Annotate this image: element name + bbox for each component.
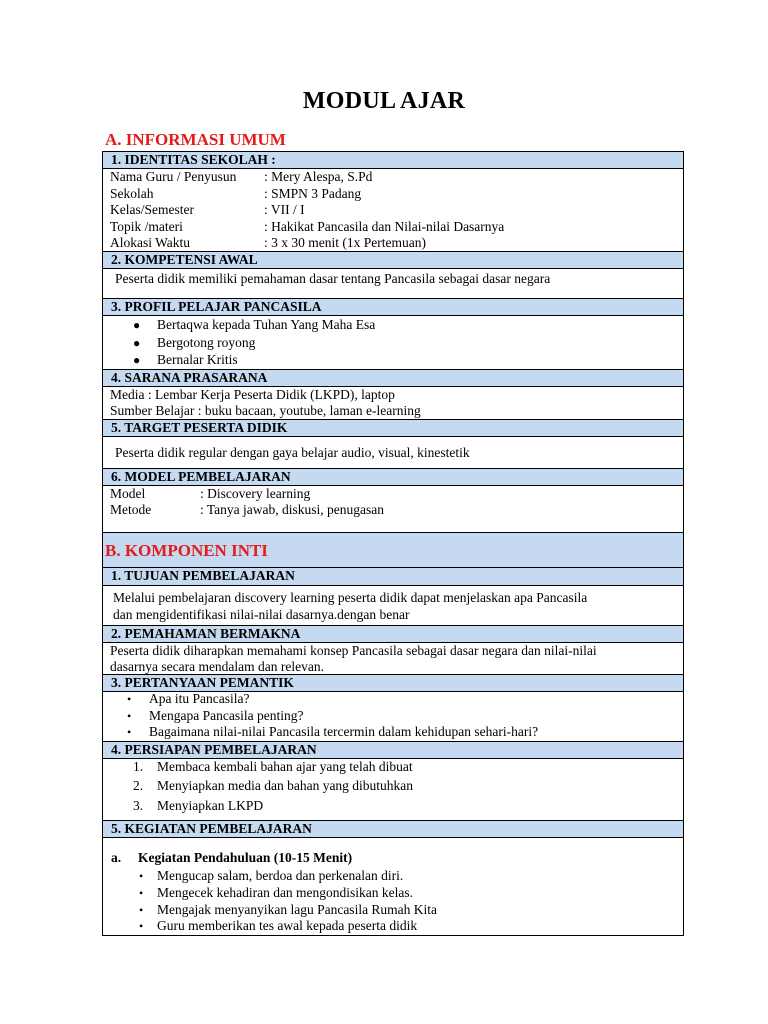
profil-item: Bergotong royong [157, 335, 256, 350]
document-title: MODUL AJAR [302, 88, 466, 114]
identitas-value: : VII / I [264, 202, 305, 217]
identitas-label: Topik /materi [110, 218, 183, 234]
sarana-line: Sumber Belajar : buku bacaan, youtube, laman e-learning [110, 403, 421, 418]
identitas-header: 1. IDENTITAS SEKOLAH : [103, 152, 683, 169]
persiapan-item: Membaca kembali bahan ajar yang telah dibuat [157, 759, 413, 774]
identitas-label: Nama Guru / Penyusun [110, 169, 237, 184]
kegiatan-item: Mengecek kehadiran dan mengondisikan kelas. [157, 885, 414, 900]
identitas-label: Alokasi Waktu [110, 235, 191, 250]
kegiatan-sub-title: Kegiatan Pendahuluan (10-15 Menit) [138, 850, 353, 865]
bullet-icon: • [139, 903, 144, 917]
section-a-heading: A. INFORMASI UMUM [105, 130, 286, 149]
bullet-icon: ● [133, 318, 141, 332]
komponen-inti-table [102, 567, 684, 936]
list-number: 1. [133, 759, 144, 774]
bullet-icon: • [127, 725, 132, 739]
model-header: 6. MODEL PEMBELAJARAN [103, 468, 683, 486]
list-number: 3. [133, 798, 144, 813]
kegiatan-sub-label: a. [111, 850, 122, 865]
pertanyaan-item: Bagaimana nilai-nilai Pancasila tercermin dalam kehidupan sehari-hari? [149, 724, 539, 739]
bullet-icon: ● [133, 336, 141, 350]
list-number: 2. [133, 778, 144, 793]
target-header: 5. TARGET PESERTA DIDIK [103, 419, 683, 437]
bullet-icon: • [127, 709, 132, 723]
tujuan-header: 1. TUJUAN PEMBELAJARAN [103, 568, 683, 586]
kegiatan-item: Mengucap salam, berdoa dan perkenalan diri. [157, 868, 404, 883]
target-text: Peserta didik regular dengan gaya belajar audio, visual, kinestetik [115, 445, 470, 460]
bullet-icon: • [127, 692, 132, 706]
model-label: Model [110, 486, 146, 501]
identitas-value: : SMPN 3 Padang [264, 185, 362, 201]
informasi-umum-table [102, 151, 684, 533]
sarana-line: Media : Lembar Kerja Peserta Didik (LKPD), laptop [110, 387, 395, 402]
bullet-icon: ● [133, 353, 141, 367]
section-b-heading: B. KOMPONEN INTI [105, 541, 268, 560]
pertanyaan-header: 3. PERTANYAAN PEMANTIK [103, 674, 683, 692]
tujuan-text: dan mengidentifikasi nilai-nilai dasarnya.dengan benar [113, 607, 410, 622]
persiapan-item: Menyiapkan LKPD [157, 798, 264, 813]
kegiatan-item: Mengajak menyanyikan lagu Pancasila Rumah Kita [157, 902, 438, 917]
kegiatan-item: Guru memberikan tes awal kepada peserta didik [157, 918, 418, 933]
bullet-icon: • [139, 869, 144, 883]
identitas-value: : Mery Alespa, S.Pd [264, 169, 373, 184]
model-value: : Tanya jawab, diskusi, penugasan [200, 502, 385, 517]
kompetensi-header: 2. KOMPETENSI AWAL [103, 251, 683, 269]
pertanyaan-item: Apa itu Pancasila? [149, 691, 250, 706]
persiapan-item: Menyiapkan media dan bahan yang dibutuhkan [157, 778, 414, 793]
pertanyaan-item: Mengapa Pancasila penting? [149, 708, 304, 723]
tujuan-text: Melalui pembelajaran discovery learning peserta didik dapat menjelaskan apa Pancasila [113, 590, 588, 605]
identitas-label: Sekolah [110, 185, 154, 201]
identitas-value: : Hakikat Pancasila dan Nilai-nilai Dasarnya [264, 218, 505, 234]
identitas-value: : 3 x 30 menit (1x Pertemuan) [264, 235, 426, 250]
profil-item: Bernalar Kritis [157, 352, 238, 367]
model-label: Metode [110, 502, 152, 517]
pemahaman-header: 2. PEMAHAMAN BERMAKNA [103, 625, 683, 643]
pemahaman-text: dasarnya secara mendalam dan relevan. [110, 659, 325, 674]
profil-header: 3. PROFIL PELAJAR PANCASILA [103, 298, 683, 316]
identitas-label: Kelas/Semester [110, 202, 194, 217]
kompetensi-text: Peserta didik memiliki pemahaman dasar tentang Pancasila sebagai dasar negara [115, 271, 551, 286]
kegiatan-header: 5. KEGIATAN PEMBELAJARAN [103, 820, 683, 838]
bullet-icon: • [139, 919, 144, 933]
model-value: : Discovery learning [200, 486, 311, 501]
persiapan-header: 4. PERSIAPAN PEMBELAJARAN [103, 741, 683, 759]
profil-item: Bertaqwa kepada Tuhan Yang Maha Esa [157, 317, 376, 332]
pemahaman-text: Peserta didik diharapkan memahami konsep Pancasila sebagai dasar negara dan nilai-nilai [110, 643, 597, 658]
bullet-icon: • [139, 886, 144, 900]
sarana-header: 4. SARANA PRASARANA [103, 369, 683, 387]
